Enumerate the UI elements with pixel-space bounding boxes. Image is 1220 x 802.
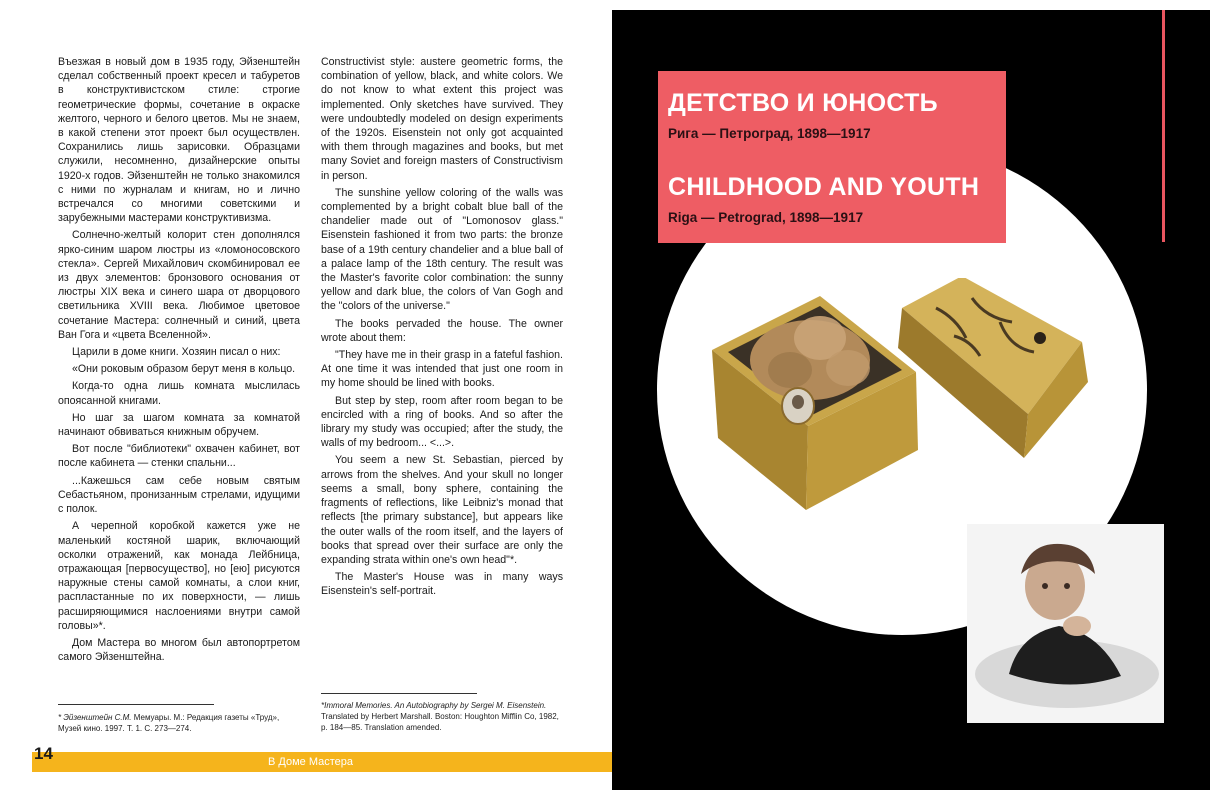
chapter-title-ru: ДЕТСТВО И ЮНОСТЬ (668, 89, 938, 117)
box-photo (710, 278, 1106, 528)
child-portrait-photo (967, 524, 1164, 723)
text-column-en (321, 55, 563, 602)
paragraph: А черепной коробкой кажется уже не маленький костяной шарик, включающий осколки отражений, как монада Лейбница, отражающая [первосущество], но [ею] рисуются наружные стены самой комнаты, а слои книг, распластанные по их поверхности, — лишь расширяющимися наслоениями внутри самой головы»*. (58, 520, 300, 632)
paragraph: The sunshine yellow coloring of the walls was complemented by a bright cobalt blue ball of the chandelier made out of "Lomonosov glass." Eisenstein fashioned it from two parts: the bronze base of a 19th century chandelier and a blue ball of a palace lamp of the 18th century. The result was the Master's favorite color combination: the sunny yellow and dark blue, the colors of Van Gogh and the "colors of the universe." (321, 186, 563, 313)
chapter-title-en: CHILDHOOD AND YOUTH (668, 173, 980, 201)
paragraph: Когда-то одна лишь комната мыслилась опоясанной книгами. (58, 380, 300, 407)
footnote-en-title: *Immoral Memories. An Autobiography by Sergei M. Eisenstein. (321, 701, 547, 710)
footnote-ru (58, 712, 300, 734)
footnote-rule-ru (58, 704, 214, 705)
paragraph: But step by step, room after room began to be encircled with a ring of books. And so after the library my study was occupied; after the study, the walls of my bedroom... <...>. (321, 394, 563, 450)
paragraph: Въезжая в новый дом в 1935 году, Эйзенштейн сделал собственный проект кресел и табуретов в конструктивистском стиле: строгие геометрические формы, сочетание в окраске желтого, черного и белого цветов. Мы не знаем, в какой степени этот проект был осуществлен. Сохранились лишь зарисовки. Образцами служили, несомненно, дизайнерские опыты 1920-х годов. Эйзенштейн не только знакомился с ними по журналам и книгам, но и лично встречался со многими советскими и зарубежными мастерами конструктивизма. (58, 56, 300, 225)
footnote-rule-en (321, 693, 477, 694)
paragraph: ...Кажешься сам себе новым святым Себастьяном, пронизанным стрелами, идущими с полок. (58, 474, 300, 516)
paragraph: Вот после "библиотеки" охвачен кабинет, вот после кабинета — стенки спальни... (58, 443, 300, 470)
text-column-ru (58, 55, 300, 667)
right-page (612, 10, 1210, 790)
footnote-ru-text: Мемуары. М.: Редакция газеты «Труд», Музей кино. 1997. Т. 1. С. 273—274. (58, 713, 280, 733)
paragraph: Царили в доме книги. Хозяин писал о них: (72, 346, 281, 359)
footnote-en-text: Translated by Herbert Marshall. Boston: Houghton Mifflin Co, 1982, p. 184—85. Translation amended. (321, 712, 559, 732)
section-title: В Доме Мастера (268, 756, 353, 768)
paragraph: Дом Мастера во многом был автопортретом самого Эйзенштейна. (58, 636, 300, 664)
paragraph: Constructivist style: austere geometric forms, the combination of yellow, black, and white colors. We do not know to what extent this project was implemented. Only sketches have survived. They were undoubtedly modeled on design experiments of the 1920s. Eisenstein not only got acquainted with them through magazines and books, but met many Soviet and foreign masters of Constructivism in person. (321, 56, 563, 182)
page-number: 14 (34, 744, 53, 763)
accent-line (1162, 10, 1165, 242)
paragraph: "They have me in their grasp in a fateful fashion. At one time it was intended that just one room in my home should be lined with books. (321, 349, 563, 390)
paragraph: «Они роковым образом берут меня в кольцо. (72, 363, 296, 376)
paragraph: Солнечно-желтый колорит стен дополнялся ярко-синим шаром люстры из «ломоносовского стекла». Сергей Михайлович скомбинировал ее из двух элементов: бронзового основания от люстры XIX века и синего шара от дворцового светильника XVIII века. Любимое цветовое сочетание Мастера: солнечный и синий, цвета Ван Гога и «цвета Вселенной». (58, 229, 300, 341)
chapter-subtitle-en: Riga — Petrograd, 1898—1917 (668, 210, 864, 225)
chapter-subtitle-ru: Рига — Петроград, 1898—1917 (668, 126, 871, 141)
footnote-ru-author: * Эйзенштейн С.М. (58, 713, 132, 722)
paragraph: You seem a new St. Sebastian, pierced by arrows from the shelves. And your skull no longer seems a small, bony sphere, containing the fragments of reflections, like Leibniz's monad that reflects [the primary substance], but appears like the outer walls of the room itself, and the layers of books that spread over their surface are only the expanding strata within one's own head"*. (321, 454, 563, 566)
paragraph: The books pervaded the house. The owner wrote about them: (321, 317, 563, 344)
paragraph: The Master's House was in many ways Eisenstein's self-portrait. (321, 571, 563, 598)
chapter-title-box (658, 71, 1006, 243)
paragraph: Но шаг за шагом комната за комнатой начинают обвиваться книжным обручем. (58, 411, 300, 439)
footnote-en (321, 700, 563, 733)
